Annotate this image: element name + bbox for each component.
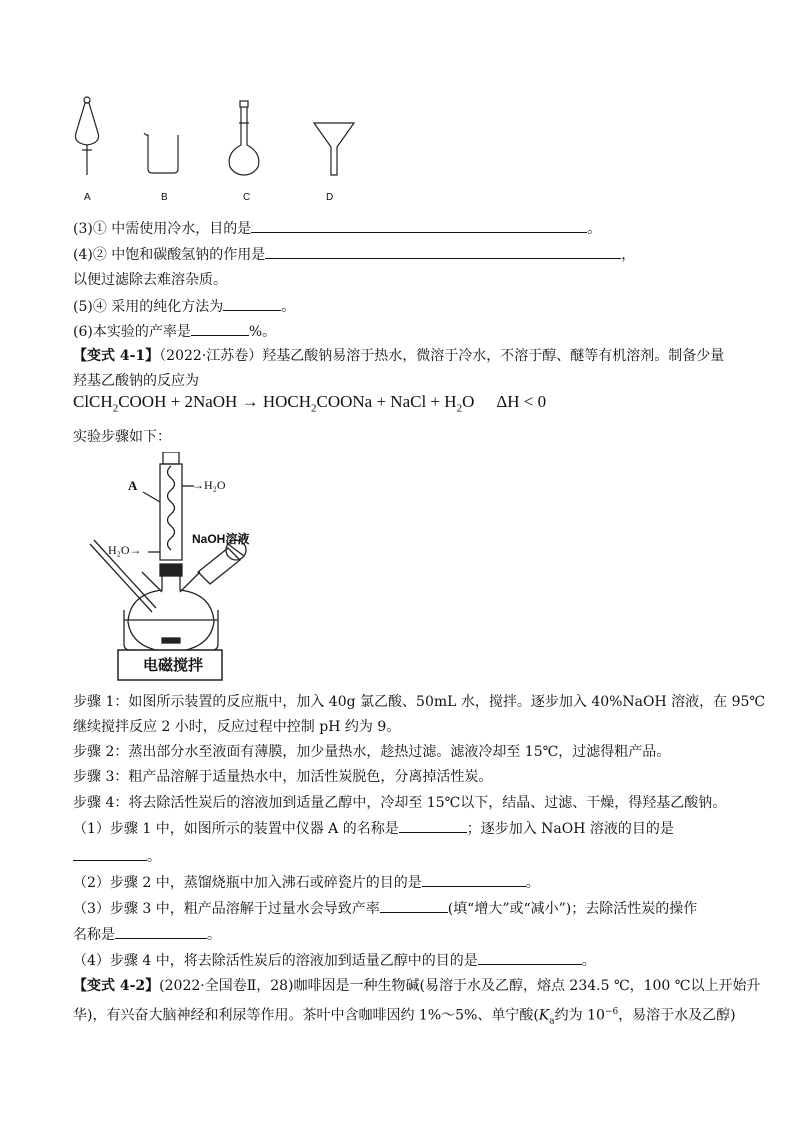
sub-question-4: （4）步骤 4 中，将去除活性炭后的溶液加到适量乙醇中的目的是 。 bbox=[73, 950, 596, 971]
variant-4-2-intro: 【变式 4-2】(2022·全国卷Ⅱ，28)咖啡因是一种生物碱(易溶于水及乙醇，熔点 234.5 ℃，100 ℃以上开始升 bbox=[73, 978, 761, 994]
steps-intro: 实验步骤如下： bbox=[73, 429, 171, 445]
funnel-icon bbox=[314, 123, 354, 175]
beaker-icon bbox=[144, 133, 178, 173]
answer-blank[interactable] bbox=[223, 296, 281, 311]
water-out-label: →H₂O bbox=[192, 478, 226, 492]
question-4-line2: 以便过滤除去难溶杂质。 bbox=[73, 272, 227, 288]
answer-blank[interactable] bbox=[380, 898, 448, 913]
sub-question-3-line2: 名称是 。 bbox=[73, 924, 221, 945]
water-in-label: H₂O→ bbox=[108, 543, 142, 557]
magnetic-stirrer-label: 电磁搅拌 bbox=[143, 657, 204, 674]
apparatus-label-c: C bbox=[243, 192, 251, 203]
answer-blank[interactable] bbox=[478, 950, 582, 965]
reflux-apparatus-diagram bbox=[80, 452, 280, 682]
reaction-equation: ClCH$_2$COOH + 2NaOH → $HOCH_2COONa$ + NaCl + $H_2O$ ΔH < 0 bbox=[73, 392, 547, 415]
apparatus-label-d: D bbox=[326, 192, 334, 203]
question-3: (3)① 中需使用冷水，目的是 。 bbox=[73, 218, 601, 239]
answer-blank[interactable] bbox=[399, 818, 467, 833]
answer-blank[interactable] bbox=[191, 321, 249, 336]
separatory-funnel-icon bbox=[75, 97, 98, 175]
answer-blank[interactable] bbox=[422, 872, 526, 887]
volumetric-flask-icon bbox=[229, 101, 259, 175]
answer-blank[interactable] bbox=[265, 244, 621, 259]
apparatus-label-b: B bbox=[161, 192, 168, 203]
sub-question-2: （2）步骤 2 中，蒸馏烧瓶中加入沸石或碎瓷片的目的是 。 bbox=[73, 872, 540, 893]
step-2: 步骤 2：蒸出部分水至液面有薄膜，加少量热水，趁热过滤。滤液冷却至 15℃，过滤得粗产品。 bbox=[73, 744, 671, 760]
variant-4-1-intro: 【变式 4-1】（2022·江苏卷）羟基乙酸钠易溶于热水，微溶于冷水，不溶于醇、醚等有机溶剂。制备少量 bbox=[73, 348, 725, 364]
sub-question-1-line2: 。 bbox=[73, 846, 161, 867]
variant-4-1-intro-line2: 羟基乙酸钠的反应为 bbox=[73, 373, 199, 389]
answer-blank[interactable] bbox=[115, 924, 207, 939]
step-4: 步骤 4：将去除活性炭后的溶液加到适量乙醇中，冷却至 15℃以下，结晶、过滤、干燥，得羟基乙酸钠。 bbox=[73, 795, 727, 811]
sub-question-1: （1）步骤 1 中，如图所示的装置中仪器 A 的名称是 ；逐步加入 NaOH 溶液的目的是 bbox=[73, 818, 674, 839]
question-4: (4)② 中饱和碳酸氢钠的作用是 ， bbox=[73, 244, 635, 265]
step-1: 步骤 1：如图所示装置的反应瓶中，加入 40g 氯乙酸、50mL 水，搅拌。逐步加入 40%NaOH 溶液，在 95℃ bbox=[73, 694, 766, 710]
sub-question-3: （3）步骤 3 中，粗产品溶解于过量水会导致产率 (填“增大”或“减小”)；去除活性炭的操作 bbox=[73, 898, 697, 919]
variant-4-2-intro-line2: 华)，有兴奋大脑神经和利尿等作用。茶叶中含咖啡因约 1%～5%、单宁酸($K_a$约为 $10^{-6}$，易溶于水及乙醇) bbox=[73, 1007, 736, 1027]
condenser-label-a: A bbox=[128, 478, 138, 493]
step-3: 步骤 3：粗产品溶解于适量热水中，加活性炭脱色，分离掉活性炭。 bbox=[73, 769, 493, 785]
question-6: (6)本实验的产率是 %。 bbox=[73, 321, 276, 342]
question-5: (5)④ 采用的纯化方法为 。 bbox=[73, 296, 295, 317]
answer-blank[interactable] bbox=[73, 846, 147, 861]
naoh-solution-label: NaOH溶液 bbox=[192, 532, 250, 546]
step-1-line2: 继续搅拌反应 2 小时，反应过程中控制 pH 约为 9。 bbox=[73, 719, 401, 735]
apparatus-label-a: A bbox=[84, 192, 91, 203]
answer-blank[interactable] bbox=[251, 218, 587, 233]
